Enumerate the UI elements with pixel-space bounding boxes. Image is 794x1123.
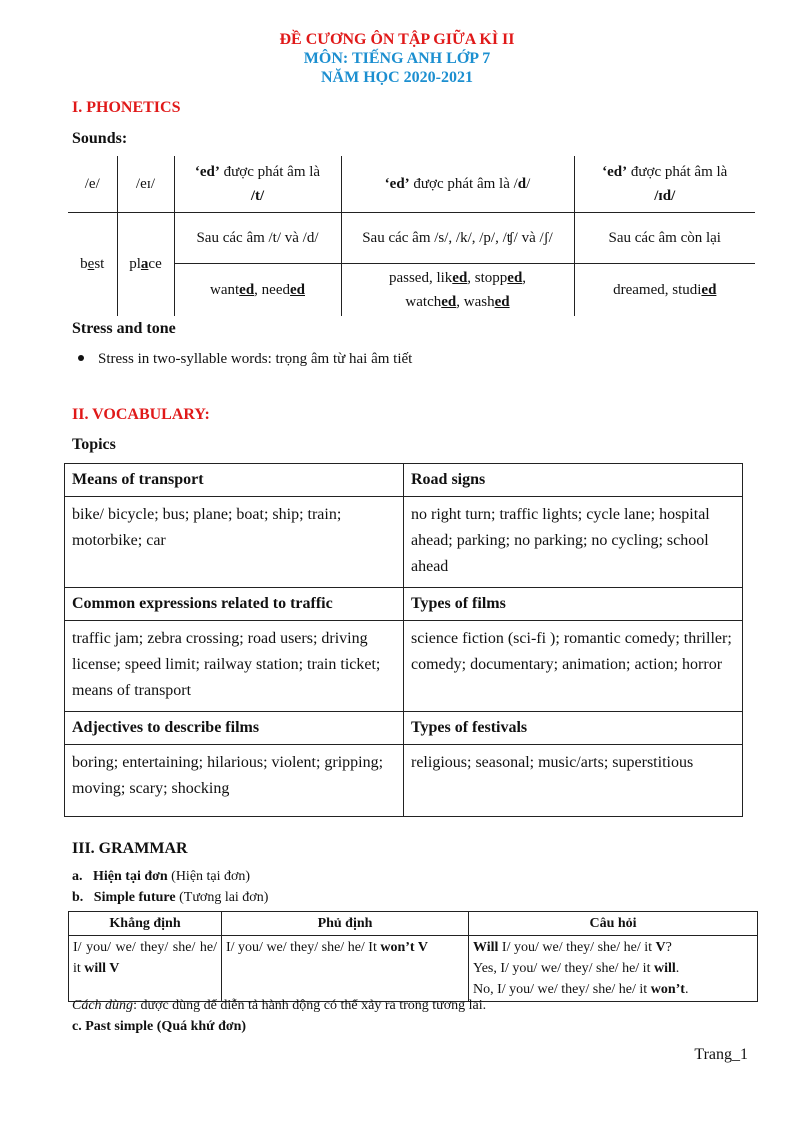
- ed-t-mid: được phát âm là: [219, 163, 321, 180]
- stress-bullet-item: [78, 351, 412, 368]
- future-question-cell: Will I/ you/ we/ they/ she/ he/ it V? Yes, I/ you/ we/ they/ she/ he/ it will. No, I/ you/ we/ they/ she/ he/ it won’t.: [469, 936, 758, 1002]
- future-usage-note: Cách dùng: được dùng để diễn tả hành động có thể xảy ra trong tương lai.: [72, 998, 487, 1013]
- vocab-content-row: [65, 497, 743, 588]
- best-vowel: e: [87, 256, 95, 272]
- ed-t-key: ‘ed’: [194, 163, 220, 180]
- vocab-content-row: [65, 745, 743, 817]
- grammar-item-c: c. Past simple (Quá khứ đơn): [72, 1019, 247, 1034]
- vocab-content-row: [65, 621, 743, 712]
- vocab-topic-header: Types of festivals: [404, 712, 743, 745]
- section-phonetics-heading: I. PHONETICS: [72, 99, 181, 116]
- document-title: [0, 30, 794, 87]
- vocab-header-row: [65, 464, 743, 497]
- vocab-topic-header: Common expressions related to traffic: [65, 588, 404, 621]
- example-best: best: [68, 212, 117, 316]
- rule-d: Sau các âm /s/, /k/, /p/, /ʧ/ và /ʃ/: [341, 212, 574, 263]
- title-line-2: MÔN: TIẾNG ANH LỚP 7: [303, 50, 491, 67]
- sound-e-header: /e/: [68, 156, 117, 212]
- future-header-question: Câu hỏi: [469, 912, 758, 936]
- rule-t: Sau các âm /t/ và /d/: [174, 212, 341, 263]
- title-line-1: ĐỀ CƯƠNG ÔN TẬP GIỮA KÌ II: [279, 31, 515, 48]
- vocab-cell: traffic jam; zebra crossing; road users; driving license; speed limit; railway station; train ticket; means of transport: [65, 621, 404, 712]
- vocab-cell: science fiction (sci-fi ); romantic comedy; thriller; comedy; documentary; animation; action; horror: [404, 621, 743, 712]
- stress-label: Stress and tone: [72, 320, 176, 337]
- simple-future-table: [68, 911, 758, 1002]
- ed-d-symbol: d: [517, 175, 527, 192]
- future-header-row: [69, 912, 758, 936]
- grammar-item-a: a. Hiện tại đơn (Hiện tại đơn): [72, 869, 251, 884]
- future-affirmative-cell: I/ you/ we/ they/ she/ he/ it will V: [69, 936, 222, 1002]
- vocab-header-row: [65, 588, 743, 621]
- future-negative-cell: I/ you/ we/ they/ she/ he/ It won’t V: [222, 936, 469, 1002]
- ed-id-header: [574, 156, 755, 212]
- ed-id-key: ‘ed’: [602, 163, 628, 180]
- sounds-label: Sounds:: [72, 130, 128, 147]
- section-grammar-heading: III. GRAMMAR: [72, 840, 188, 857]
- grammar-item-b: b. Simple future (Tương lai đơn): [72, 890, 269, 905]
- vocabulary-table: [64, 463, 743, 817]
- vocab-topic-header: Means of transport: [65, 464, 404, 497]
- ed-d-header: [341, 156, 574, 212]
- examples-d: passed, liked, stopped, watched, washed: [341, 263, 574, 316]
- vocab-cell: bike/ bicycle; bus; plane; boat; ship; train; motorbike; car: [65, 497, 404, 588]
- rule-id: Sau các âm còn lại: [574, 212, 755, 263]
- vocab-cell: religious; seasonal; music/arts; superstitious: [404, 745, 743, 817]
- future-header-affirmative: Khẳng định: [69, 912, 222, 936]
- vocab-header-row: [65, 712, 743, 745]
- vocab-cell: no right turn; traffic lights; cycle lane; hospital ahead; parking; no parking; no cycling; school ahead: [404, 497, 743, 588]
- ed-t-symbol: /t/: [250, 187, 265, 204]
- vocab-topic-header: Road signs: [404, 464, 743, 497]
- place-vowel: a: [140, 256, 149, 272]
- vocab-topic-header: Types of films: [404, 588, 743, 621]
- examples-t: wanted, needed: [174, 263, 341, 316]
- bullet-icon: [78, 355, 84, 361]
- ed-id-symbol: /ɪd/: [654, 187, 676, 204]
- topics-label: Topics: [72, 436, 116, 453]
- examples-id: dreamed, studied: [613, 281, 717, 298]
- ed-id-mid: được phát âm là: [627, 163, 728, 180]
- future-header-negative: Phủ định: [222, 912, 469, 936]
- sound-ei-header: /eɪ/: [117, 156, 174, 212]
- section-vocabulary-heading: II. VOCABULARY:: [72, 406, 210, 423]
- ed-d-key: ‘ed’: [384, 175, 410, 192]
- ed-d-end: /: [526, 175, 531, 192]
- example-place: place: [117, 212, 174, 316]
- ed-t-header: [174, 156, 341, 212]
- ed-d-mid: được phát âm là /: [409, 175, 518, 192]
- vocab-cell: boring; entertaining; hilarious; violent; gripping; moving; scary; shocking: [65, 745, 404, 817]
- title-line-3: NĂM HỌC 2020-2021: [321, 69, 473, 86]
- vocab-topic-header: Adjectives to describe films: [65, 712, 404, 745]
- page-number: Trang_1: [694, 1046, 748, 1063]
- future-content-row: [69, 936, 758, 1002]
- sounds-table: [68, 156, 755, 316]
- stress-item-text: Stress in two-syllable words: trọng âm từ hai âm tiết: [98, 351, 413, 367]
